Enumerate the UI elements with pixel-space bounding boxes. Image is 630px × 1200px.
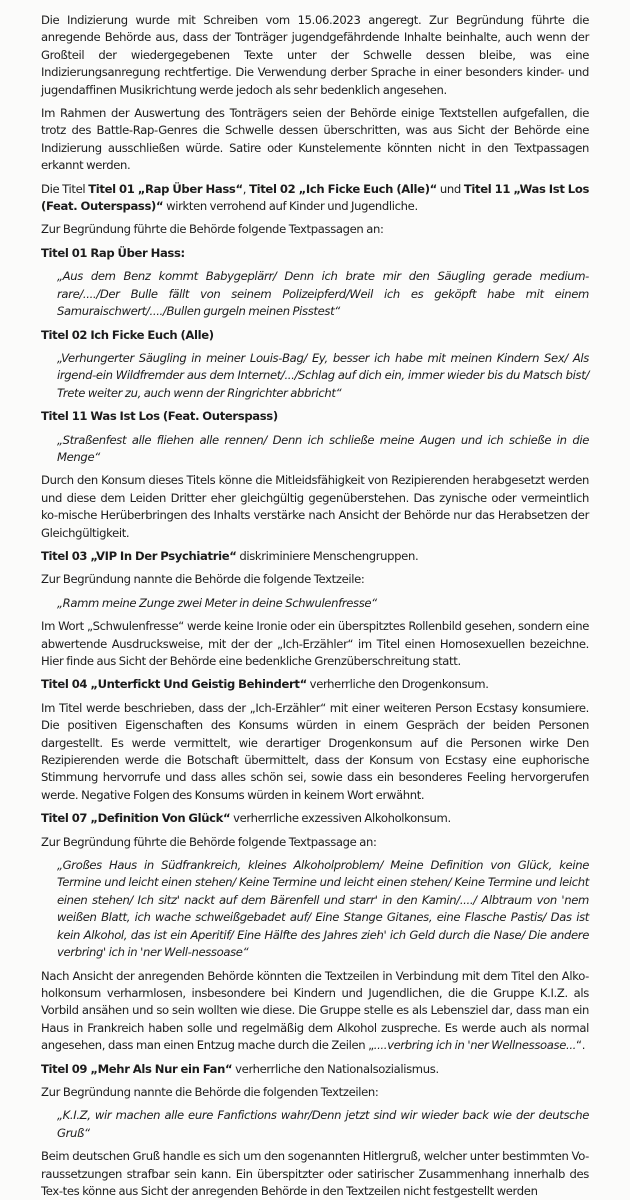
- quote-titel-09: „K.I.Z, wir machen alle eure Fanfictions wahr/Denn jetzt sind wir wieder back wie der deutsche Gruß“: [57, 1108, 589, 1140]
- text: wirkten verrohend auf Kinder und Jugendliche.: [163, 199, 418, 214]
- title-ref-01: Titel 01 „Rap Über Hass“: [88, 181, 243, 196]
- heading-titel-02: Titel 02 Ich Ficke Euch (Alle): [41, 327, 214, 342]
- text: Die Titel: [41, 181, 89, 196]
- text: verherrliche den Drogenkonsum.: [306, 677, 489, 692]
- title-ref-02: Titel 02 „Ich Ficke Euch (Alle)“: [249, 181, 437, 196]
- paragraph-titles-verrohend: [41, 181, 589, 216]
- quote-titel-03: „Ramm meine Zunge zwei Meter in deine Schwulenfresse“: [57, 595, 377, 610]
- quote-titel-11: „Straßenfest alle fliehen alle rennen/ Denn ich schließe meine Augen und ich schieße in die Menge“: [57, 432, 589, 464]
- title-ref-04: Titel 04 „Unterfickt Und Geistig Behindert“: [41, 677, 307, 692]
- text: diskriminiere Menschengruppen.: [236, 548, 419, 563]
- heading-titel-11: Titel 11 Was Ist Los (Feat. Outerspass): [41, 409, 278, 424]
- paragraph-reason-09: Zur Begründung nannte die Behörde die folgenden Textzeilen:: [41, 1084, 379, 1099]
- quote-titel-02: „Verhungerter Säugling in meiner Louis-Bag/ Ey, besser ich habe mit meinen Kindern Sex/ Als irgend-ein Wildfremder aus dem Internet/.../Schlag auf dich ein, immer wieder bis du Matsch bist/ Trete weiter zu, auch wenn der Ringrichter abbricht“: [57, 350, 589, 400]
- quote-titel-01: „Aus dem Benz kommt Babygeplärr/ Denn ich brate mir den Säugling gerade medium-rare/..../Der Bulle fällt von seinem Polizeipferd/Weil ich es geköpft habe mit einem Samuraischwert/..../Bullen gurgeln meinen Pisstest“: [57, 269, 589, 319]
- title-ref-07: Titel 07 „Definition Von Glück“: [41, 811, 231, 826]
- paragraph-titel-03: [41, 548, 589, 565]
- paragraph-reason-intro: Zur Begründung führte die Behörde folgende Textpassagen an:: [41, 222, 384, 237]
- paragraph-schwulenfresse: Im Wort „Schwulenfresse“ werde keine Ironie oder ein überspitztes Rollenbild gesehen, sondern eine abwertende Ausdrucksweise, mit der der „Ich-Erzähler“ im Titel einen Homosexuellen bezeichne. Hier finde aus Sicht der Behörde eine bedenkliche Grenzüberschreitung statt.: [41, 619, 589, 668]
- paragraph-ecstasy: Im Titel werde beschrieben, dass der „Ich-Erzähler“ mit einer weiteren Person Ecstasy konsumiere. Die positiven Eigenschaften des Konsums würden in einem Gespräch der beiden Personen dargestellt. Es werde vermittelt, wie derartiger Drogenkonsum auf die Personen wirke Den Rezipierenden werde die Botschaft übermittelt, dass der Konsum von Ecstasy eine euphorische Stimmung hervorrufe und dass alles schön sei, sowie dass ein besonderes Feeling hervorgerufen werde. Negative Folgen des Konsums würden in keinem Wort erwähnt.: [41, 700, 589, 802]
- heading-titel-01: Titel 01 Rap Über Hass:: [41, 245, 185, 260]
- paragraph-evaluation: Im Rahmen der Auswertung des Tonträgers seien der Behörde einige Textstellen aufgefallen, die trotz des Battle-Rap-Genres die Schwelle dessen überschritten, was aus Sicht der Behörde eine Indizierung ausschließen würde. Satire oder Kunstelemente könnten nicht in den Textpassagen erkannt werden.: [41, 106, 589, 173]
- paragraph-alkohol: [41, 968, 589, 1055]
- paragraph-hitlergruss: Beim deutschen Gruß handle es sich um den sogenannten Hitlergruß, welcher unter bestimmten Vo-raussetzungen strafbar sein kann. Ein überspitzter oder satirischer Zusammenhang innerhalb des Tex-tes könne aus Sicht der anregenden Behörde in den Textzeilen nicht festgestellt werden: [41, 1149, 589, 1198]
- text: “.: [576, 1038, 586, 1053]
- quote-titel-07: „Großes Haus in Südfrankreich, kleines Alkoholproblem/ Meine Definition von Glück, keine Termine und leicht einen stehen/ Keine Termine und leicht einen stehen/ Keine Termine und leicht einen stehen/ Ich sitz' nackt auf dem Bärenfell und starr' in den Kamin/..../ Albtraum von 'nem weißen Blatt, ich wache schweißgebadet auf/ Eine Stange Gitanes, eine Flasche Pastis/ Das ist kein Alkohol, das ist ein Aperitif/ Eine Hälfte des Jahres zieh' ich Geld durch die Nase/ Die andere verbring' ich in 'ner Well-nessoase“: [57, 858, 589, 960]
- text: verherrliche exzessiven Alkoholkonsum.: [230, 811, 451, 826]
- paragraph-titel-07: [41, 810, 589, 827]
- text: ,: [242, 181, 250, 196]
- title-ref-03: Titel 03 „VIP In Der Psychiatrie“: [41, 548, 237, 563]
- title-ref-09: Titel 09 „Mehr Als Nur ein Fan“: [41, 1061, 233, 1076]
- text: Nach Ansicht der anregenden Behörde könnten die Textzeilen in Verbindung mit dem Titel den Alko-holkonsum verharmlosen, insbesondere bei Kindern und Jugendlichen, die die Gruppe K.I.Z. als Vorbild ansähen und so sein wollten wie diese. Die Gruppe stelle es als Lebensziel dar, dass man ein Haus in Frankreich haben solle und regelmäßig dem Alkohol zuspreche. Es werde auch als normal angesehen, dass man einen Entzug mache durch die Zeilen „: [41, 968, 589, 1053]
- text: verherrliche den Nationalsozialismus.: [232, 1061, 439, 1076]
- text: und: [436, 181, 464, 196]
- paragraph-reason-03: Zur Begründung nannte die Behörde die folgende Textzeile:: [41, 572, 365, 587]
- paragraph-reason-07: Zur Begründung führte die Behörde folgende Textpassage an:: [41, 834, 377, 849]
- paragraph-titel-04: [41, 676, 589, 693]
- paragraph-mitleid: Durch den Konsum dieses Titels könne die Mitleidsfähigkeit von Rezipierenden herabgesetzt werden und diese dem Leiden Dritter eher gleichgültig gegenüberstehen. Das zynische oder vermeintlich ko-mische Herüberbringen des Inhalts verstärke nach Ansicht der Behörde nur das Herabsetzen der Gleichgültigkeit.: [41, 473, 589, 540]
- title-ref-11: Titel 11 „Was Ist Los (Feat. Outerspass)“: [41, 181, 590, 214]
- inline-quote: ....verbring ich in 'ner Wellnessoase...: [373, 1038, 577, 1053]
- paragraph-titel-09: [41, 1061, 589, 1078]
- paragraph-intro: Die Indizierung wurde mit Schreiben vom 15.06.2023 angeregt. Zur Begründung führte die anregende Behörde aus, dass der Tonträger jugendgefährdende Inhalte beinhalte, auch wenn der Großteil der wiedergegebenen Texte unter der Schwelle dessen bleibe, was eine Indizierungsanregung rechtfertige. Die Verwendung derber Sprache in einer besonders kinder- und jugendaffinen Musikrichtung werde jedoch als sehr bedenklich angesehen.: [41, 13, 589, 97]
